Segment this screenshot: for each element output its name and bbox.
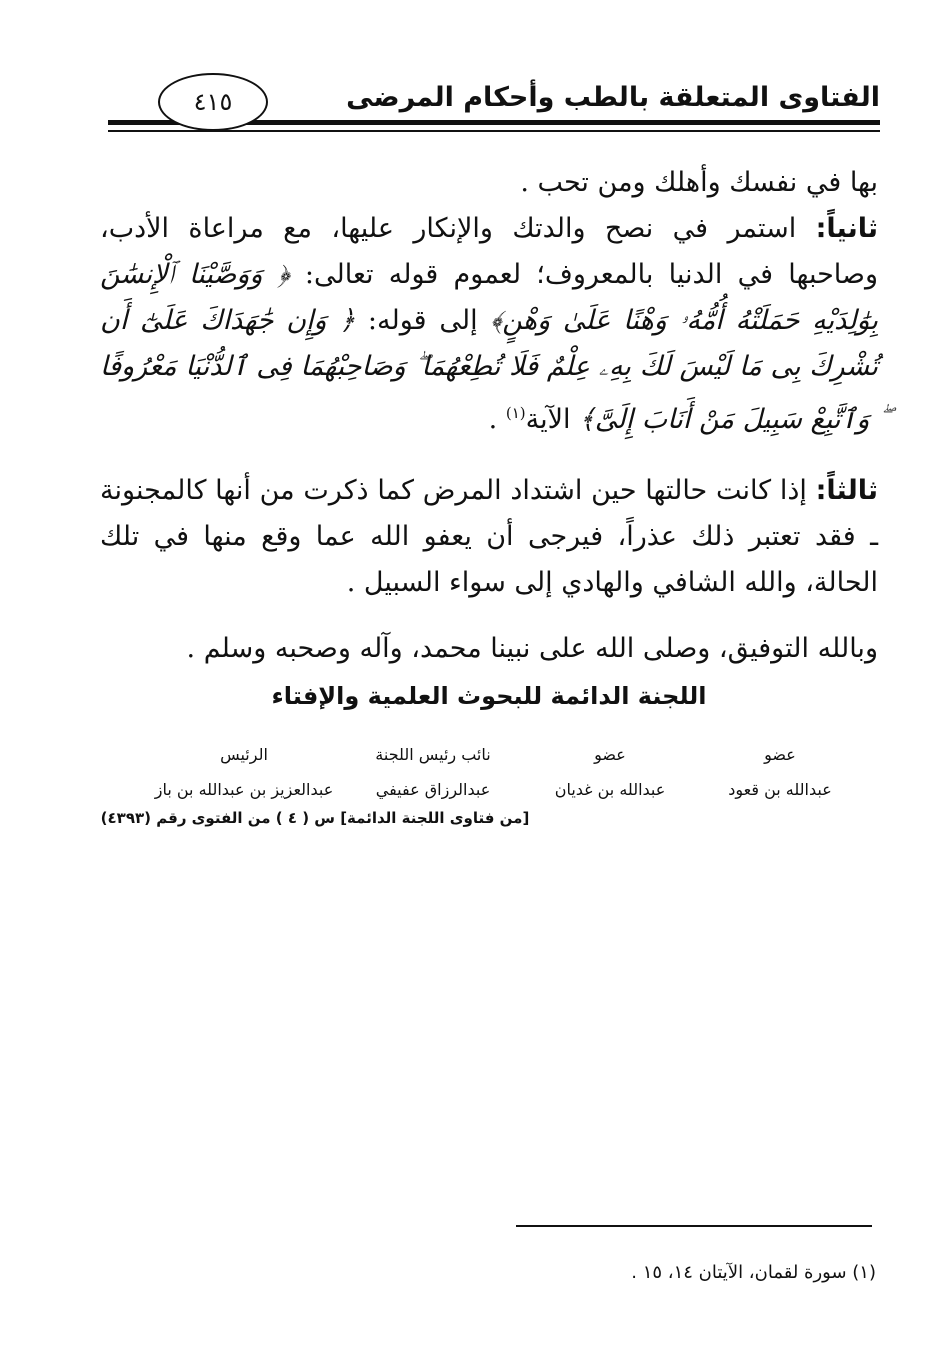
footnote-separator <box>516 1225 872 1227</box>
paragraph-text: الآية <box>525 404 580 435</box>
paragraph-label: ثانياً: <box>815 213 878 244</box>
paragraph-text: . <box>488 404 506 435</box>
member-name: عبدالله بن قعود <box>728 780 832 799</box>
member-role: عضو <box>594 745 626 764</box>
member-name: عبدالرزاق عفيفي <box>375 780 491 799</box>
paragraph-third <box>100 468 878 606</box>
running-header-title: الفتاوى المتعلقة بالطب وأحكام المرضى <box>346 82 880 113</box>
quran-verse: ﴿ وَوَصَّيْنَا ٱلْإِنسَٰنَ بِوَٰلِدَيْهِ حَمَلَتْهُ أُمُّهُۥ وَهْنًا عَلَىٰ وَهْنٍ﴾ <box>100 259 879 336</box>
paragraph-closing <box>100 626 878 672</box>
paragraph-text: إذا كانت حالتها حين اشتداد المرض كما ذكرت من أنها كالمجنونة ـ فقد تعتبر ذلك عذراً، فيرجى أن يعفو الله عما وقع منها في تلك الحالة، والله الشافي والهادي إلى سواء السبيل . <box>100 475 879 598</box>
fatwa-source-reference: [من فتاوى اللجنة الدائمة] س ( ٤ ) من الفتوى رقم (٤٣٩٣) <box>100 809 530 827</box>
member-role: الرئيس <box>220 745 268 764</box>
footnote: (١) سورة لقمان، الآيتان ١٤، ١٥ . <box>631 1262 876 1283</box>
committee-title: اللجنة الدائمة للبحوث العلمية والإفتاء <box>271 682 707 710</box>
member-role: نائب رئيس اللجنة <box>375 745 491 764</box>
paragraph-continuation <box>100 160 878 206</box>
member-name: عبدالعزيز بن عبدالله بن باز <box>154 780 334 799</box>
member-name: عبدالله بن غديان <box>554 780 666 799</box>
footnote-marker: (١) <box>505 404 526 422</box>
quran-verse: ﴿ وَإِن جَٰهَدَاكَ عَلَىٰٓ أَن تُشْرِكَ بِى مَا لَيْسَ لَكَ بِهِۦ عِلْمٌ فَلَا تُطِعْهُمَا ۖ وَصَاحِبْهُمَا فِى ٱلدُّنْيَا مَعْرُوفًا ۖ وَٱتَّبِعْ سَبِيلَ مَنْ أَنَابَ إِلَىَّ﴾ <box>100 305 878 435</box>
member-role: عضو <box>764 745 796 764</box>
paragraph-text: استمر في نصح والدتك والإنكار عليها، مع مراعاة الأدب، وصاحبها في الدنيا بالمعروف؛ لعموم قوله تعالى: <box>100 213 878 290</box>
paragraph-second <box>100 206 878 443</box>
paragraph-label: ثالثاً: <box>815 475 878 506</box>
paragraph-text: بها في نفسك وأهلك ومن تحب . <box>520 167 878 198</box>
paragraph-text: إلى قوله: <box>355 305 491 336</box>
page-number-oval <box>158 73 268 131</box>
paragraph-text: وبالله التوفيق، وصلى الله على نبينا محمد، وآله وصحبه وسلم . <box>186 633 878 664</box>
page-number: ٤١٥ <box>193 88 233 116</box>
